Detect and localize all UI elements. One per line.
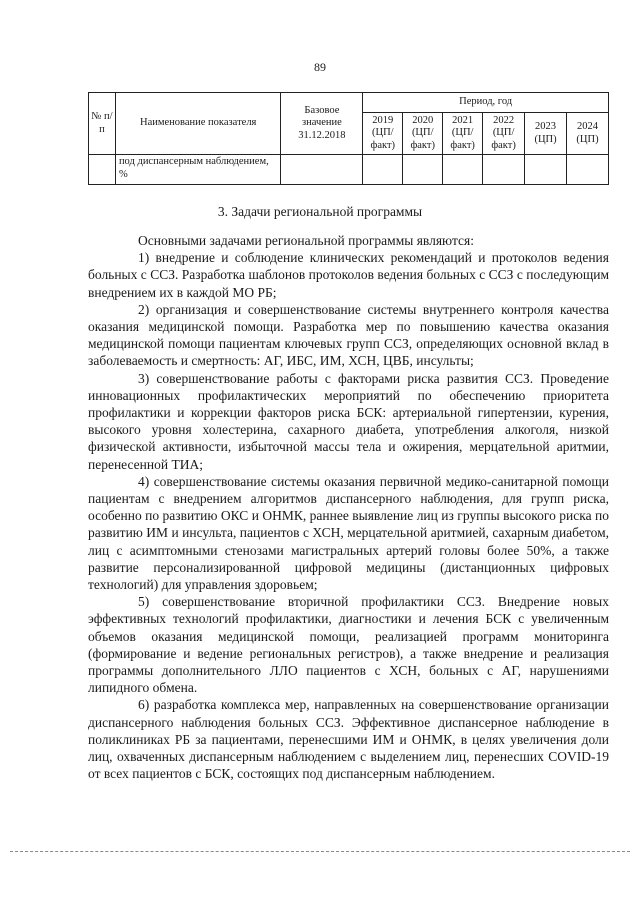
col-base-header: Базовое значение 31.12.2018 (281, 93, 363, 155)
paragraph-task-5: 5) совершенствование вторичной профилактики ССЗ. Внедрение новых эффективных технологий профилактики, диагностики и лечения БСК с увеличенным объемов оказания медицинской помощи, реализацией программ мониторинга (формирование и ведение региональных регистров), а также внедрение и реализация программы дополнительного ЛЛО пациентов с ХСН, больных с АГ, нарушениями липидного обмена. (88, 594, 609, 696)
col-number-header: № п/п (89, 93, 116, 155)
col-period-header: Период, год (363, 93, 609, 113)
year-header-2024: 2024 (ЦП) (567, 113, 609, 155)
table-cell (567, 155, 609, 185)
year-header-2021: 2021 (ЦП/ факт) (443, 113, 483, 155)
paragraph-task-1: 1) внедрение и соблюдение клинических рекомендаций и протоколов ведения больных с ССЗ. Разработка шаблонов протоколов ведения больных с ССЗ с последующим внедрением их в каждой МО РБ; (88, 250, 609, 300)
indicators-table (88, 92, 609, 185)
paragraph-task-6: 6) разработка комплекса мер, направленных на совершенствование организации диспансерного наблюдения больных ССЗ. Эффективное диспансерное наблюдение в поликлиниках РБ за пациентами, перенесшими ИМ и ОНМК, в целях увеличения доли лиц, охваченных диспансерным наблюдением с выделением лиц, перенесших COVID-19 от всех пациентов с БСК, состоящих под диспансерным наблюдением. (88, 697, 609, 782)
table-cell (363, 155, 403, 185)
body-text (88, 232, 609, 783)
table-row (89, 155, 609, 185)
paragraph-intro: Основными задачами региональной программы являются: (138, 233, 474, 248)
paragraph-task-4: 4) совершенствование системы оказания первичной медико-санитарной помощи пациентам с внедрением алгоритмов диспансерного наблюдения, для групп риска, особенно по развитию ОКС и ОНМК, раннее выявление лиц из группы высокого риска по развитию ИМ и инсульта, пациентов с ХСН, мерцательной аритмией, сахарным диабетом, лиц с асимптомными стенозами магистральных артерий головы более 50%, а также развитие персонализированной цифровой медицины (дистанционных цифровых технологий) для управления здоровьем; (88, 473, 609, 593)
table-cell (89, 155, 116, 185)
table-cell (281, 155, 363, 185)
table-cell (443, 155, 483, 185)
table-cell (403, 155, 443, 185)
section-title: 3. Задачи региональной программы (217, 204, 423, 219)
year-header-2022: 2022 (ЦП/ факт) (483, 113, 525, 155)
table-cell (525, 155, 567, 185)
table-cell (483, 155, 525, 185)
year-header-2020: 2020 (ЦП/ факт) (403, 113, 443, 155)
col-name-header: Наименование показателя (115, 93, 281, 155)
year-header-2023: 2023 (ЦП) (525, 113, 567, 155)
page-number: 89 (314, 60, 326, 74)
paragraph-task-3: 3) совершенствование работы с факторами риска развития ССЗ. Проведение инновационных профилактических мероприятий по обеспечению приоритета профилактики и коррекции факторов риска БСК: артериальной гипертензии, курения, высокого уровня холестерина, сахарного диабета, употребления алкоголя, низкой физической активности, избыточной массы тела и ожирения, мерцательной аритмии, перенесенной ТИА; (88, 370, 609, 472)
paragraph-task-2: 2) организация и совершенствование системы внутреннего контроля качества оказания медицинской помощи. Разработка мер по повышению качества оказания медицинской помощи пациентам ключевых групп ССЗ, определяющих основной вклад в заболеваемость и смертность: АГ, ИБС, ИМ, ХСН, ЦВБ, инсульты; (88, 301, 609, 369)
row-indicator-name: под диспансерным наблюдением, % (115, 155, 281, 185)
footer-divider (10, 851, 630, 852)
year-header-2019: 2019 (ЦП/ факт) (363, 113, 403, 155)
